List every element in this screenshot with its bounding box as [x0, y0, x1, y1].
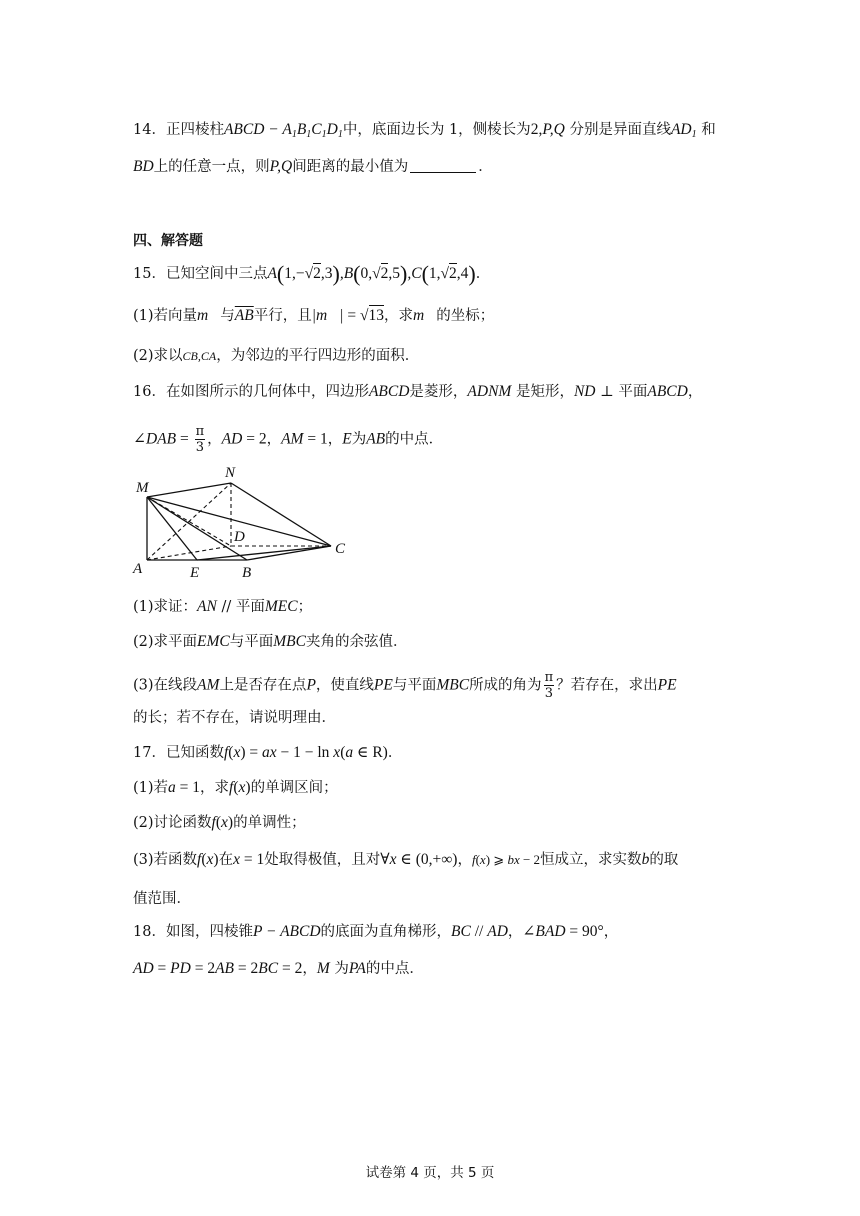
- q16-line1: 16．在如图所示的几何体中，四边形ABCD是菱形，ADNM 是矩形，ND ⊥ 平面ABCD，: [133, 383, 703, 400]
- q16-line2: ∠DAB = $\frac{\pi}{3}$ ，AD = 2，AM = 1，E为AB的中点．: [133, 424, 444, 455]
- answer-blank[interactable]: [410, 158, 476, 173]
- q17-part1: (1)若a = 1，求f(x)的单调区间；: [133, 779, 338, 796]
- q17-line1: 17．已知函数f(x) = ax − 1 − ln x(a ∈ R)．: [133, 744, 403, 761]
- edge-MB: [147, 497, 247, 560]
- q14-line1: 14．正四棱柱ABCD − $A_1B_1C_1D_1$中，底面边长为 1，侧棱长为2,P,Q 分别是异面直线$AD_1$ 和: [133, 121, 716, 140]
- q18-number: 18．: [133, 924, 166, 940]
- prism-name: ABCD − $A_1B_1C_1D_1$: [223, 121, 343, 140]
- geometry-figure: [130, 460, 360, 585]
- label-N: N: [225, 465, 236, 481]
- q15-number: 15．: [133, 266, 166, 282]
- label-B: B: [242, 565, 252, 581]
- q16-part1: (1)求证：AN // 平面MEC；: [133, 598, 313, 615]
- q15-part2: (2)求以CB,CA，为邻边的平行四边形的面积．: [133, 348, 420, 364]
- label-M: M: [136, 480, 149, 496]
- label-E: E: [190, 565, 200, 581]
- q17-number: 17．: [133, 745, 166, 761]
- q16-part3-cont: 的长；若不存在，请说明理由．: [133, 710, 336, 726]
- q18-line1: 18．如图，四棱锥P − ABCD的底面为直角梯形，BC // AD，∠BAD = 90°，: [133, 923, 619, 940]
- section-heading: 四、解答题: [133, 233, 203, 249]
- q17-part3-cont: 值范围．: [133, 891, 191, 907]
- q18-line2: AD = PD = 2AB = 2BC = 2，M 为PA的中点．: [133, 960, 424, 977]
- q14-line2: BD上的任意一点，则P,Q间距离的最小值为 ．: [133, 158, 493, 175]
- q16-part2: (2)求平面EMC与平面MBC夹角的余弦值．: [133, 633, 408, 650]
- label-A: A: [133, 561, 143, 577]
- pi-over-3-fraction: $\frac{\pi}{3}$: [195, 424, 205, 455]
- edge-NC: [231, 483, 331, 546]
- q14-number: 14．: [133, 122, 166, 138]
- q15-part1: (1)若向量m⃗与$\overline{AB}$平行，且|m⃗| = √13，求m⃗的坐标；: [133, 307, 495, 324]
- q15-line1: 15．已知空间中三点A(1,−√2,3),B(0,√2,5),C(1,√2,4)．: [133, 261, 491, 286]
- q17-part3: (3)若函数f(x)在x = 1处取得极值，且对∀x ∈ (0,+∞)，f(x) ⩾ bx − 2恒成立，求实数b的取: [133, 851, 679, 868]
- label-D: D: [234, 529, 245, 545]
- q17-part2: (2)讨论函数f(x)的单调性；: [133, 814, 306, 831]
- pi-over-3-fraction: $\frac{\pi}{3}$: [544, 670, 554, 701]
- label-C: C: [335, 541, 346, 557]
- q16-part3: (3)在线段AM上是否存在点P，使直线PE与平面MBC所成的角为 $\frac{\pi}{3}$ ？若存在，求出PE: [133, 670, 677, 701]
- page-footer: 试卷第 4 页，共 5 页: [365, 1165, 495, 1181]
- q16-number: 16．: [133, 384, 166, 400]
- edge-ME: [147, 497, 197, 560]
- edge-MN: [147, 483, 231, 497]
